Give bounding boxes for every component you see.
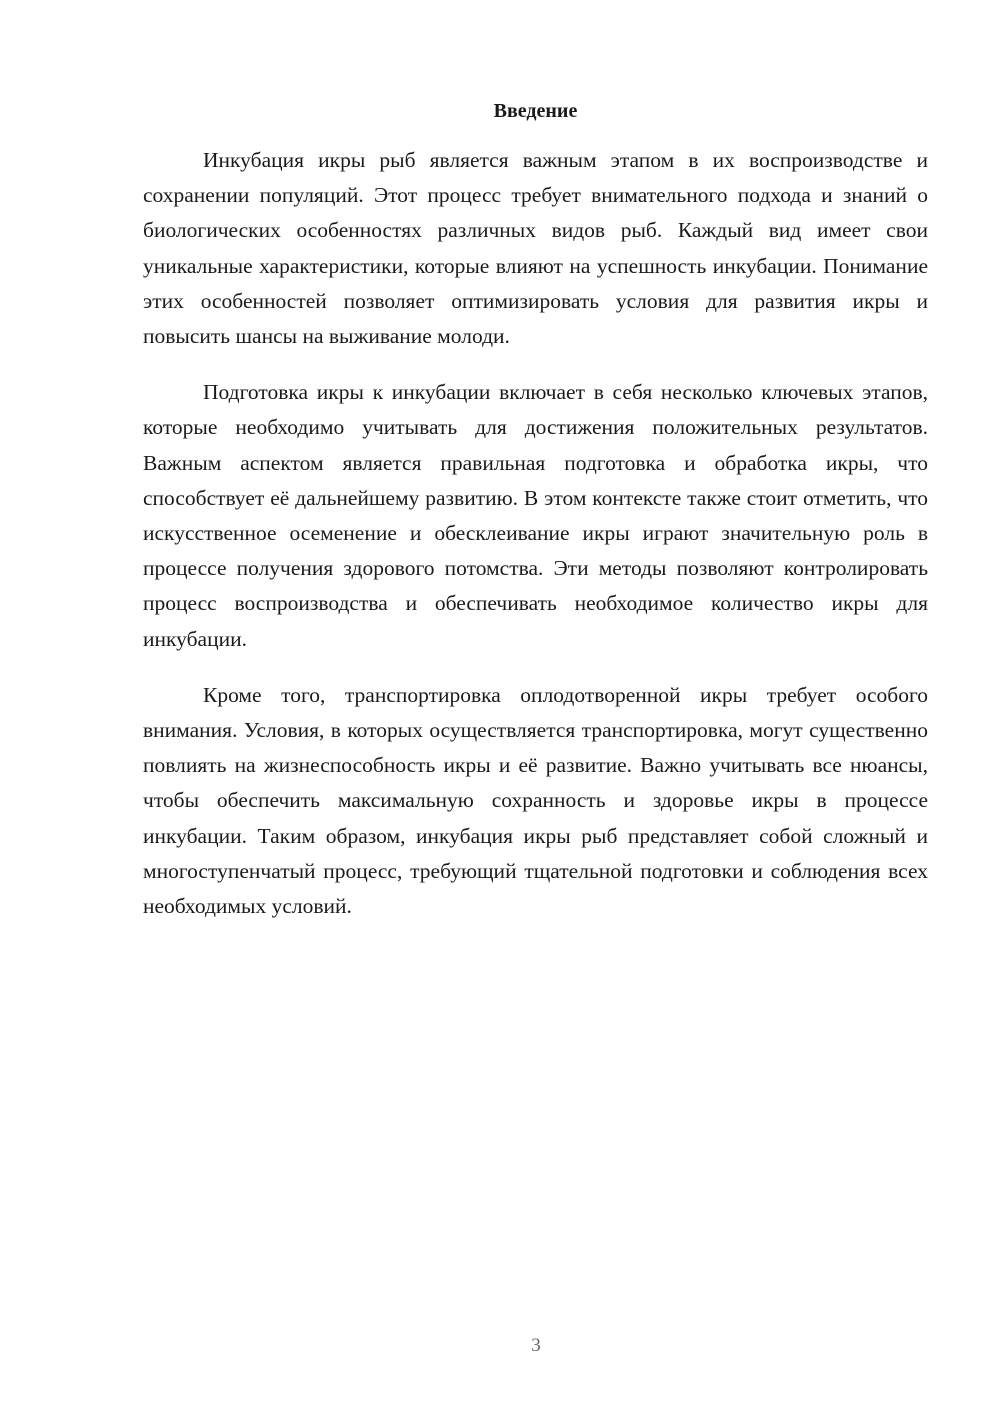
page-number: 3 bbox=[531, 1335, 541, 1356]
paragraph-3: Кроме того, транспортировка оплодотворенной икры требует особого внимания. Условия, в которых осуществляется транспортировка, могут существенно повлиять на жизнеспособность икры и её развитие. Важно учитывать все нюансы, чтобы обеспечить максимальную сохранность и здоровье икры в процессе инкубации. Таким образом, инкубация икры рыб представляет собой сложный и многоступенчатый процесс, требующий тщательной подготовки и соблюдения всех необходимых условий. bbox=[143, 682, 928, 919]
page-title: Введение bbox=[493, 100, 578, 122]
paragraph-1: Инкубация икры рыб является важным этапом в их воспроизводстве и сохранении популяций. Этот процесс требует внимательного подхода и знаний о биологических особенностях различных видов рыб. Каждый вид имеет свои уникальные характеристики, которые влияют на успешность инкубации. Понимание этих особенностей позволяет оптимизировать условия для развития икры и повысить шансы на выживание молоди. bbox=[143, 148, 928, 349]
paragraph-2: Подготовка икры к инкубации включает в себя несколько ключевых этапов, которые необходимо учитывать для достижения положительных результатов. Важным аспектом является правильная подготовка и обработка икры, что способствует её дальнейшему развитию. В этом контексте также стоит отметить, что искусственное осеменение и обесклеивание икры играют значительную роль в процессе получения здорового потомства. Эти методы позволяют контролировать процесс воспроизводства и обеспечивать необходимое количество икры для инкубации. bbox=[143, 380, 928, 651]
body-text bbox=[143, 143, 928, 924]
